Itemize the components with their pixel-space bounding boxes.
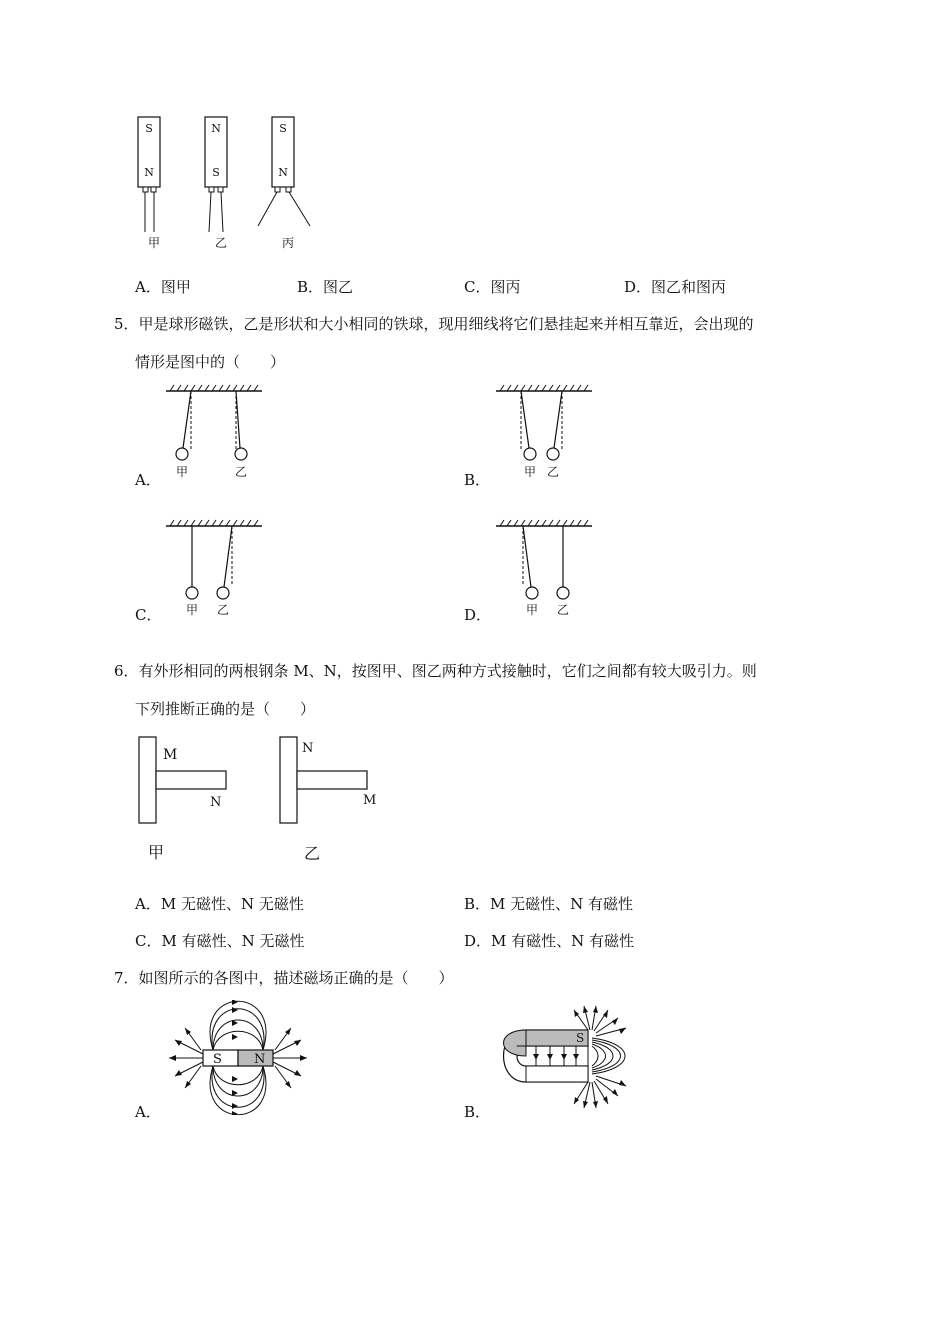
q5-option-c-letter: C． (135, 606, 162, 624)
q6-option-a: A．M 无磁性、N 无磁性 (135, 895, 304, 913)
q4-option-b: B．图乙 (297, 278, 354, 296)
q5d-ball-yi-label: 乙 (556, 603, 570, 617)
q6-yi-caption: 乙 (303, 844, 321, 863)
q5-figure-c (162, 515, 267, 620)
magnet-bing-bottom-pole: N (278, 166, 288, 179)
magnet-jia (138, 117, 160, 250)
magnet-jia-label: 甲 (147, 236, 161, 250)
q6-option-d: D．M 有磁性、N 有磁性 (464, 932, 635, 950)
q5-stem-line1: 5．甲是球形磁铁，乙是形状和大小相同的铁球，现用细线将它们悬挂起来并相互靠近，会出现的 (114, 315, 754, 333)
q5a-ball-yi-label: 乙 (234, 465, 248, 479)
q6-jia-caption: 甲 (147, 843, 165, 862)
magnet-jia-top-pole: S (145, 122, 153, 135)
q6-yi-vertical-label: N (302, 741, 314, 756)
q6-jia-vertical-label: M (163, 747, 178, 763)
q5-option-b-letter: B． (464, 471, 491, 489)
magnet-jia-bottom-pole: N (144, 166, 154, 179)
q7-option-b-letter: B． (464, 1103, 491, 1121)
magnet-yi (205, 117, 227, 250)
q5-option-d-letter: D． (464, 606, 492, 624)
q6-steel-bars-figure (130, 728, 390, 868)
q6-figure-jia (139, 737, 226, 862)
q6-stem-line2: 下列推断正确的是（ ） (135, 700, 316, 718)
q4-magnets-figure (130, 108, 330, 258)
magnet-bing-top-pole: S (279, 122, 287, 135)
q5-figure-b (492, 380, 597, 485)
q6-stem-line1: 6．有外形相同的两根钢条 M、N，按图甲、图乙两种方式接触时，它们之间都有较大吸引力。则 (114, 662, 757, 680)
q6-figure-yi (280, 737, 376, 863)
q5-figure-a (162, 380, 267, 485)
q5-option-a-letter: A． (135, 471, 161, 489)
q6-yi-horizontal-label: M (363, 793, 377, 808)
q5c-ball-yi-label: 乙 (216, 603, 230, 617)
q7-stem: 7．如图所示的各图中，描述磁场正确的是（ ） (114, 969, 454, 987)
q7a-left-pole: S (213, 1052, 222, 1067)
q5d-ball-jia-label: 甲 (525, 603, 539, 617)
q7-option-a-letter: A． (135, 1103, 161, 1121)
q4-option-d: D．图乙和图丙 (624, 278, 727, 296)
q4-option-c: C．图丙 (464, 278, 521, 296)
q6-option-b: B．M 无磁性、N 有磁性 (464, 895, 634, 913)
q6-jia-horizontal-label: N (210, 795, 222, 810)
q7-figure-b-horseshoe-field (488, 1000, 638, 1115)
q4-option-a: A．图甲 (135, 278, 191, 296)
q7-figure-a-bar-magnet-field (163, 1000, 313, 1115)
magnet-yi-label: 乙 (214, 236, 228, 250)
q5a-ball-jia-label: 甲 (175, 465, 189, 479)
q7a-right-pole: N (254, 1052, 266, 1067)
magnet-bing (258, 117, 310, 250)
q5b-ball-jia-label: 甲 (523, 465, 537, 479)
magnet-yi-top-pole: N (211, 122, 221, 135)
magnet-yi-bottom-pole: S (212, 166, 220, 179)
q6-option-c: C．M 有磁性、N 无磁性 (135, 932, 305, 950)
q5-stem-line2: 情形是图中的（ ） (135, 353, 286, 371)
q5c-ball-jia-label: 甲 (185, 603, 199, 617)
q5b-ball-yi-label: 乙 (546, 465, 560, 479)
magnet-bing-label: 丙 (281, 236, 295, 250)
q5-figure-d (492, 515, 597, 620)
q7b-pole: S (576, 1031, 585, 1045)
